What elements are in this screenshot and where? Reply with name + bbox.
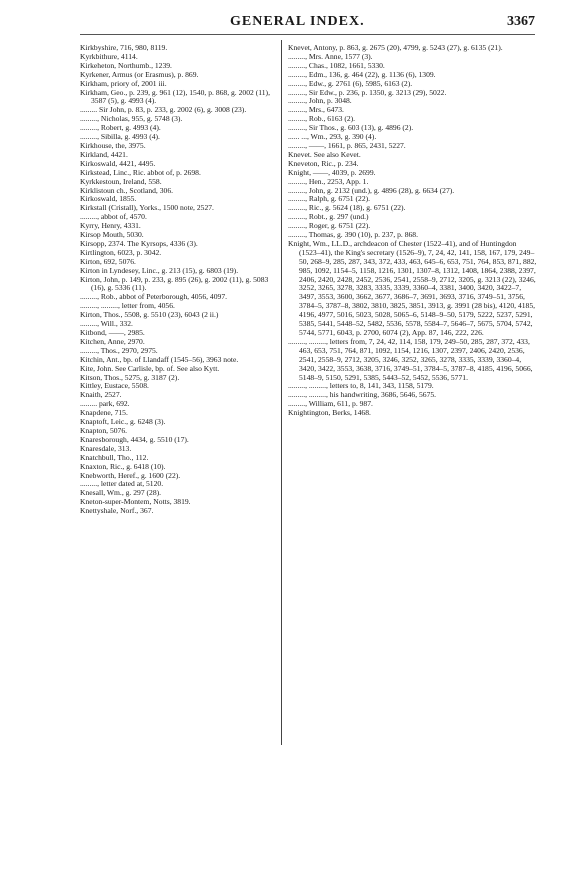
index-entry: ........., Edw., g. 2761 (6), 5985, 6163 (2). — [288, 78, 413, 88]
index-entry: ........., Robert, g. 4993 (4). — [80, 123, 161, 133]
index-entry: Kyrkener, Armus (or Erasmus), p. 869. — [80, 69, 199, 79]
index-entry: Knettyshale, Norf., 367. — [80, 506, 154, 516]
index-entry: ......... Sir John, p. 83, p. 233, g. 2002 (6), g. 3008 (23). — [80, 105, 247, 115]
index-entry: ........., Roger, g. 6751 (22). — [288, 221, 371, 231]
index-entry: Kirton, John, p. 149, p. 233, g. 895 (26), g. 2002 (11), g. 5083 (16), g. 5336 (11). — [80, 274, 269, 293]
index-entry: ........., John, p. 3048. — [288, 96, 352, 106]
index-entry: Kirkham, priory of, 2001 iii. — [80, 78, 167, 88]
index-entry: ........., Chas., 1082, 1661, 5330. — [288, 60, 385, 70]
page-title: GENERAL INDEX. — [230, 14, 365, 29]
index-entry: Knapdene, 715. — [80, 408, 128, 418]
index-entry: ........., Edm., 136, g. 464 (22), g. 1136 (6), 1309. — [288, 69, 436, 79]
index-entry: Kneton-super-Montem, Notts, 3819. — [80, 497, 191, 507]
index-entry: Kyrkkestoun, Ireland, 558. — [80, 176, 162, 186]
index-entry: Knaxton, Ric., g. 6418 (10). — [80, 461, 166, 471]
index-entry: Knapton, 5076. — [80, 425, 128, 435]
index-entry: Kirkstall (Cristall), Yorks., 1500 note, 2527. — [80, 203, 214, 213]
index-column-right — [288, 44, 538, 418]
index-entry: Knightington, Berks, 1468. — [288, 408, 371, 418]
index-entry: Kirton, Thos., 5508, g. 5510 (23), 6043 (2 ii.) — [80, 310, 219, 320]
index-entry: ........., ——, 1661, p. 865, 2431, 5227. — [288, 140, 406, 150]
index-entry: Kirsopp, 2374. The Kyrsops, 4336 (3). — [80, 238, 198, 248]
index-entry: ........., John, g. 2132 (und.), g. 4896 (28), g. 6634 (27). — [288, 185, 455, 195]
index-entry: ........., Will., 332. — [80, 319, 133, 329]
column-divider — [281, 40, 282, 745]
index-entry: Knaresborough, 4434, g. 5510 (17). — [80, 434, 189, 444]
index-entry: Knebworth, Heref., g. 1600 (22). — [80, 470, 181, 480]
index-entry: Kirkham, Geo., p. 239, g. 961 (12), 1540, p. 868, g. 2002 (11), 3587 (5), g. 4993 (4). — [80, 87, 270, 106]
index-entry: Knatchbull, Tho., 112. — [80, 452, 149, 462]
index-entry: ........., Robt., g. 297 (und.) — [288, 212, 369, 222]
index-entry: ........., ........., letter from, 4056. — [80, 301, 175, 311]
index-entry: Knight, ——, 4039, p. 2699. — [288, 167, 376, 177]
index-entry: ........., Ric., g. 5624 (18), g. 6751 (22). — [288, 203, 406, 213]
index-entry: Kirkoswald, 4421, 4495. — [80, 158, 156, 168]
index-entry: Kyrry, Henry, 4331. — [80, 221, 141, 231]
index-entry: Knight, Wm., LL.D., archdeacon of Chester (1522–41), and of Huntingdon (1523–41), the King's secretary (1526–9), 7, 24, 42, 141, 158, 167, 179, 249–50, 268–9, 285, 287, 343, 372, 433, 463, 645–6, 653, 751, 764, 853, 871, 882, 985, 1092, 1154–5, 1158, 1216, 1301, 1307–8, 1312, 1408, 1864, 2388, 2397, 2406, 2420, 2428, 2452, 2536, 2541, 2558–9, 2712, 3205, g. 3213 (22), 3246, 3252, 3265, 3278, 3283, 3335, 3339, 3360–4, 3381, 3400, 3420, 3422–7, 3497, 3553, 3600, 3662, 3677, 3686–7, 3691, 3693, 3716, 3749–51, 3756, 3784–5, 3787–8, 3802, 3810, 3825, 3851, 3913, g. 3991 (28 bis), 4120, 4185, 4196, 4977, 5016, 5023, 5028, 5065–6, 5148–9–50, 5179, 5222, 5237, 5291, 5385, 5441, 5448–52, 5482, 5536, 5578, 5584–7, 5646–7, 5675, 5704, 5742, 5744, 5771, 6043, p. 2700, 6074 (2), App. 87, 146, 222, 226. — [288, 238, 537, 337]
index-entry: Kitbond, ——, 2985. — [80, 328, 145, 337]
index-entry: ........., Sir Edw., p. 236, p. 1350, g. 3213 (29), 5022. — [288, 87, 447, 97]
index-entry: ......... park, 692. — [80, 399, 130, 409]
index-entry: Kirtlington, 6023, p. 3042. — [80, 247, 162, 257]
page-header — [80, 12, 535, 35]
index-entry: ........., William, 611, p. 987. — [288, 399, 373, 409]
index-entry: Knevet. See also Kevet. — [288, 149, 361, 159]
index-entry: ........., Rob., 6163 (2). — [288, 114, 356, 124]
index-entry: ........., Rob., abbot of Peterborough, 4056, 4097. — [80, 292, 228, 302]
index-entry: ........., ........., letters from, 7, 24, 42, 114, 158, 179, 249–50, 285, 287, 372, 433, 463, 653, 751, 764, 871, 1092, 1154, 1216, 1307, 2397, 2406, 2420, 2536, 2541, 2558–9, 2712, 3205, 3246, 3252, 3265, 3278, 3335, 3339, 3360–4, 3420, 3422, 3553, 3638, 3716, 3749–51, 3784–5, 3787–8, 4185, 4196, 5066, 5148–9, 5150, 5291, 5385, 5443–52, 5452, 5536, 5771. — [288, 336, 533, 382]
index-entry: Kirkeheton, Northumb., 1239. — [80, 60, 172, 70]
index-entry: Kirkland, 4421. — [80, 149, 128, 159]
index-entry: Knaith, 2527. — [80, 390, 122, 400]
index-entry: ........., Mrs., 6473. — [288, 105, 344, 115]
index-entry: Kirkbyshire, 716, 980, 8119. — [80, 43, 168, 52]
index-entry: Knaptoft, Leic., g. 6248 (3). — [80, 417, 166, 427]
index-entry: ........., Thomas, g. 390 (10), p. 237, p. 868. — [288, 230, 419, 240]
index-entry: ........., Thos., 2970, 2975. — [80, 345, 158, 355]
index-entry: Kirton, 692, 5076. — [80, 256, 136, 266]
index-entry: Kittley, Eustace, 5508. — [80, 381, 149, 391]
page-number: 3367 — [507, 14, 535, 29]
index-entry: Kite, John. See Carlisle, bp. of. See also Kytt. — [80, 363, 220, 373]
index-entry: ........., Sir Thos., g. 603 (13), g. 4896 (2). — [288, 123, 414, 133]
index-column-left — [80, 44, 275, 516]
index-entry: Kirkoswald, 1855. — [80, 194, 137, 204]
index-entry: Knaresdale, 313. — [80, 443, 132, 453]
index-entry: Kitchen, Anne, 2970. — [80, 336, 145, 346]
index-entry: Kitchin, Ant., bp. of Llandaff (1545–56), 3963 note. — [80, 354, 239, 364]
index-entry: ........., abbot of, 4570. — [80, 212, 147, 222]
index-entry: ........., Hen., 2253, App. 1. — [288, 176, 369, 186]
index-entry: ........., ........., his handwriting, 3686, 5646, 5675. — [288, 390, 437, 400]
index-entry: Kirton in Lyndesey, Linc., g. 213 (15), g. 6803 (19). — [80, 265, 239, 275]
index-entry: Knesall, Wm., g. 297 (28). — [80, 488, 162, 498]
index-entry: Kirkstead, Linc., Ric. abbot of, p. 2698. — [80, 167, 201, 177]
index-entry: Kirsop Mouth, 5030. — [80, 230, 144, 240]
index-entry: ........., Nicholas, 955, g. 5748 (3). — [80, 114, 183, 124]
index-entry: ........., ........., letters to, 8, 141, 343, 1158, 5179. — [288, 381, 434, 391]
index-entry: ........., Mrs. Anne, 1577 (3). — [288, 51, 373, 61]
index-entry: Kitson, Thos., 5275, g. 3187 (2). — [80, 372, 180, 382]
index-entry: ........., letter dated at, 5120. — [80, 479, 164, 489]
index-entry: Knevet, Antony, p. 863, g. 2675 (20), 4799, g. 5243 (27), g. 6135 (21). — [288, 43, 503, 52]
index-entry: Kirkhouse, the, 3975. — [80, 140, 146, 150]
index-entry: Kyrkbithure, 4114. — [80, 51, 138, 61]
index-entry: ...... ..., Wm., 293, g. 390 (4). — [288, 132, 377, 142]
index-entry: Kirklistoun ch., Scotland, 306. — [80, 185, 174, 195]
index-entry: Kneveton, Ric., p. 234. — [288, 158, 359, 168]
index-entry: ........., Sibilla, g. 4993 (4). — [80, 132, 160, 142]
index-entry: ........., Ralph, g. 6751 (22). — [288, 194, 371, 204]
